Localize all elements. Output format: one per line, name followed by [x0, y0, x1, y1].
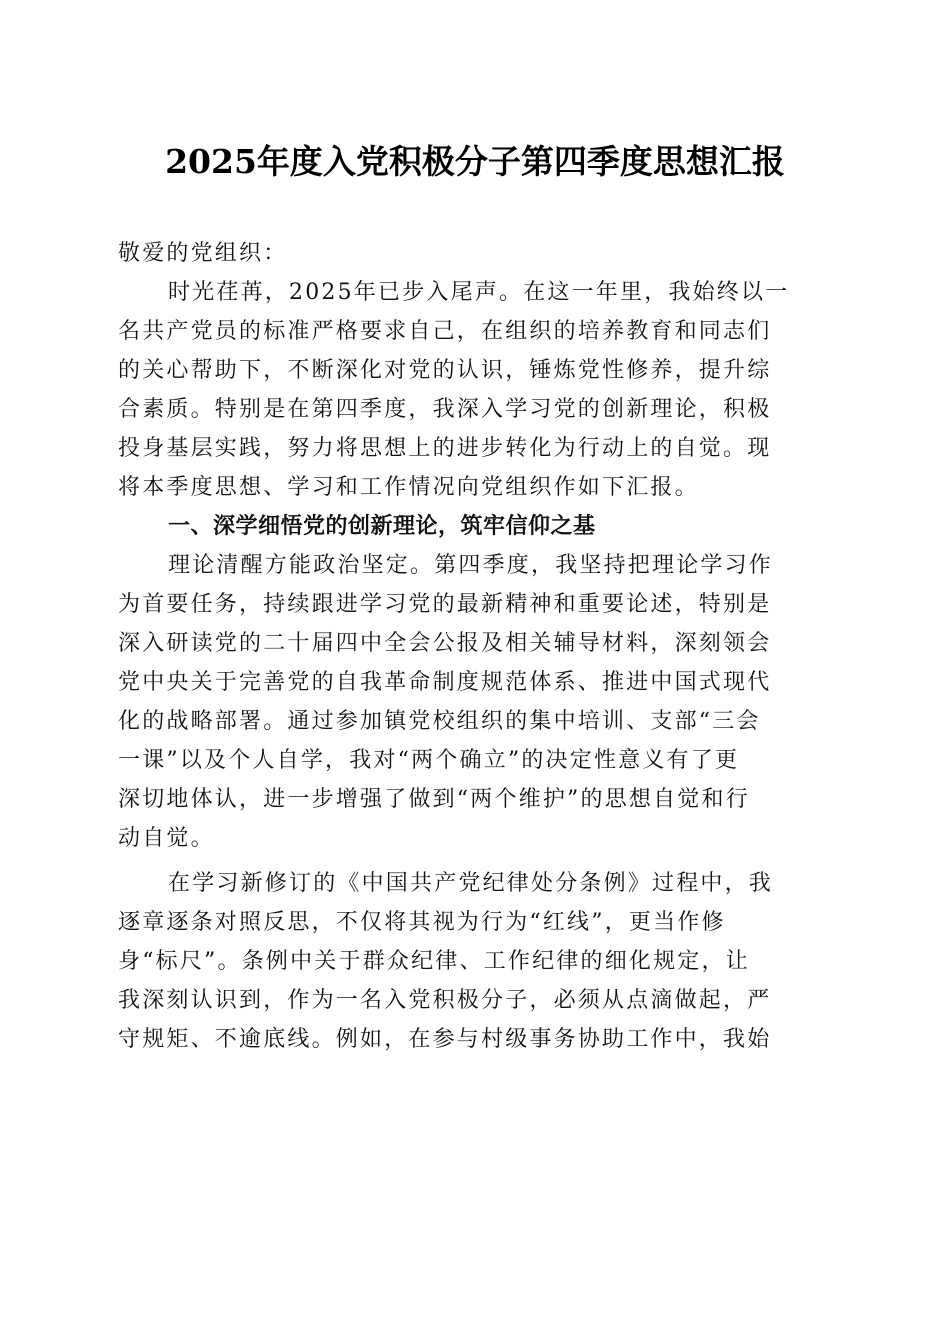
paragraph-2-line-8: 动自觉。 — [118, 826, 215, 851]
paragraph-1-line-3: 的关心帮助下，不断深化对党的认识，锤炼党性修养，提升综 — [118, 358, 772, 383]
paragraph-2-line-1: 理论清醒方能政治坚定。第四季度，我坚持把理论学习作 — [168, 553, 774, 578]
paragraph-2-line-2: 为首要任务，持续跟进学习党的最新精神和重要论述，特别是 — [118, 592, 772, 617]
paragraph-1-line-2: 名共产党员的标准严格要求自己，在组织的培养教育和同志们 — [118, 319, 772, 344]
paragraph-2-line-3: 深入研读党的二十届四中全会公报及相关辅导材料，深刻领会 — [118, 631, 772, 656]
paragraph-1-line-5: 投身基层实践，努力将思想上的进步转化为行动上的自觉。现 — [118, 436, 772, 461]
paragraph-3-line-1: 在学习新修订的《中国共产党纪律处分条例》过程中，我 — [168, 871, 774, 896]
document-title: 2025年度入党积极分子第四季度思想汇报 — [165, 142, 785, 181]
paragraph-3-line-3: 身“标尺”。条例中关于群众纪律、工作纪律的细化规定，让 — [118, 949, 750, 974]
paragraph-2-line-4: 党中央关于完善党的自我革命制度规范体系、推进中国式现代 — [118, 670, 772, 695]
paragraph-1-line-6: 将本季度思想、学习和工作情况向党组织作如下汇报。 — [118, 475, 699, 500]
paragraph-2-line-6: 一课”以及个人自学，我对“两个确立”的决定性意义有了更 — [118, 748, 740, 773]
paragraph-3-line-5: 守规矩、不逾底线。例如，在参与村级事务协助工作中，我始 — [118, 1027, 772, 1052]
document-body — [118, 234, 822, 1059]
paragraph-3-line-4: 我深刻认识到，作为一名入党积极分子，必须从点滴做起，严 — [118, 988, 772, 1013]
section-heading-1: 一、深学细悟党的创新理论，筑牢信仰之基 — [168, 514, 596, 539]
paragraph-2-line-7: 深切地体认，进一步增强了做到“两个维护”的思想自觉和行 — [118, 787, 750, 812]
paragraph-1-line-1: 时光荏苒，2025年已步入尾声。在这一年里，我始终以一 — [168, 280, 790, 305]
paragraph-3-line-2: 逐章逐条对照反思，不仅将其视为行为“红线”，更当作修 — [118, 910, 726, 935]
salutation: 敬爱的党组织： — [118, 241, 288, 266]
paragraph-2-line-5: 化的战略部署。通过参加镇党校组织的集中培训、支部“三会 — [118, 709, 761, 734]
paragraph-1-line-4: 合素质。特别是在第四季度，我深入学习党的创新理论，积极 — [118, 397, 772, 422]
